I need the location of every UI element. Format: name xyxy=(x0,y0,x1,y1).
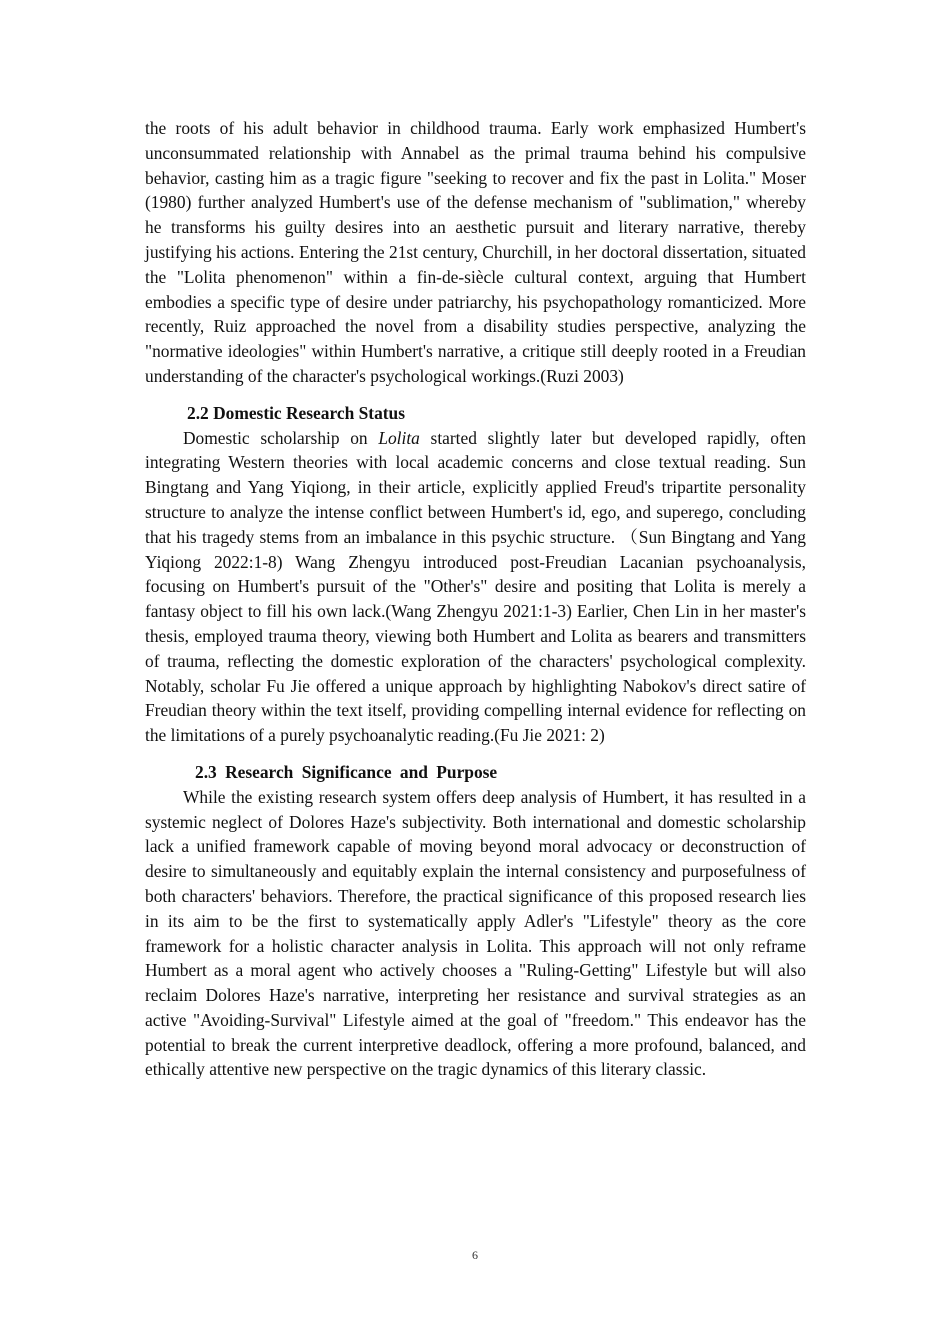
novel-title-italic: Lolita xyxy=(378,427,420,448)
paragraph-domestic-research xyxy=(145,426,806,748)
page-body xyxy=(145,116,806,1082)
section-heading-domestic-research: 2.2 Domestic Research Status xyxy=(187,402,405,423)
page-number: 6 xyxy=(472,1248,478,1262)
paragraph-international-research: the roots of his adult behavior in childhood trauma. Early work emphasized Humbert's unconsummated relationship with Annabel as the primal trauma behind his compulsive behavior, casting him as a tragic figure "seeking to recover and fix the past in Lolita." Moser (1980) further analyzed Humbert's use of the defense mechanism of "sublimation," whereby he transforms his guilty desires into an aesthetic pursuit and literary narrative, thereby justifying his actions. Entering the 21st century, Churchill, in her doctoral dissertation, situated the "Lolita phenomenon" within a fin-de-siècle cultural context, arguing that Humbert embodies a specific type of desire under patriarchy, his psychopathology romanticized. More recently, Ruiz approached the novel from a disability studies perspective, analyzing the "normative ideologies" within Humbert's narrative, a critique still deeply rooted in a Freudian understanding of the character's psychological workings.(Ruzi 2003) xyxy=(145,118,806,386)
domestic-paragraph-body: started slightly later but developed rapidly, often integrating Western theories with local academic concerns and close textual reading. Sun Bingtang and Yang Yiqiong, in their article, explicitly applied Freud's tripartite personality structure to analyze the intense conflict between Humbert's id, ego, and superego, concluding that his tragedy stems from an imbalance in this psychic structure. （Sun Bingtang and Yang Yiqiong 2022:1-8) Wang Zhengyu introduced post-Freudian Lacanian psychoanalysis, focusing on Humbert's pursuit of the "Other's" desire and positing that Lolita is merely a fantasy object to fill his own lack.(Wang Zhengyu 2021:1-3) Earlier, Chen Lin in her master's thesis, employed trauma theory, viewing both Humbert and Lolita as bearers and transmitters of trauma, reflecting the domestic exploration of the characters' psychological complexity. Notably, scholar Fu Jie offered a unique approach by highlighting Nabokov's direct satire of Freudian theory within the text itself, providing compelling internal evidence for reflecting on the limitations of a purely psychoanalytic reading.(Fu Jie 2021: 2) xyxy=(145,427,806,746)
paragraph-research-significance: While the existing research system offers deep analysis of Humbert, it has resulted in a systemic neglect of Dolores Haze's subjectivity. Both international and domestic scholarship lack a unified framework capable of moving beyond moral advocacy or deconstruction of desire to simultaneously and equitably explain the internal consistency and purposefulness of both characters' behaviors. Therefore, the practical significance of this proposed research lies in its aim to be the first to systematically apply Adler's "Lifestyle" theory as the core framework for a holistic character analysis in Lolita. This approach will not only reframe Humbert as a moral agent who actively chooses a "Ruling-Getting" Lifestyle but will also reclaim Dolores Haze's narrative, interpreting her resistance and survival strategies as an active "Avoiding-Survival" Lifestyle aimed at the goal of "freedom." This endeavor has the potential to break the current interpretive deadlock, offering a more profound, balanced, and ethically attentive new perspective on the tragic dynamics of this literary classic. xyxy=(145,786,806,1080)
section-heading-research-significance: 2.3 Research Significance and Purpose xyxy=(195,761,498,782)
domestic-paragraph-lead: Domestic scholarship on xyxy=(183,427,379,448)
